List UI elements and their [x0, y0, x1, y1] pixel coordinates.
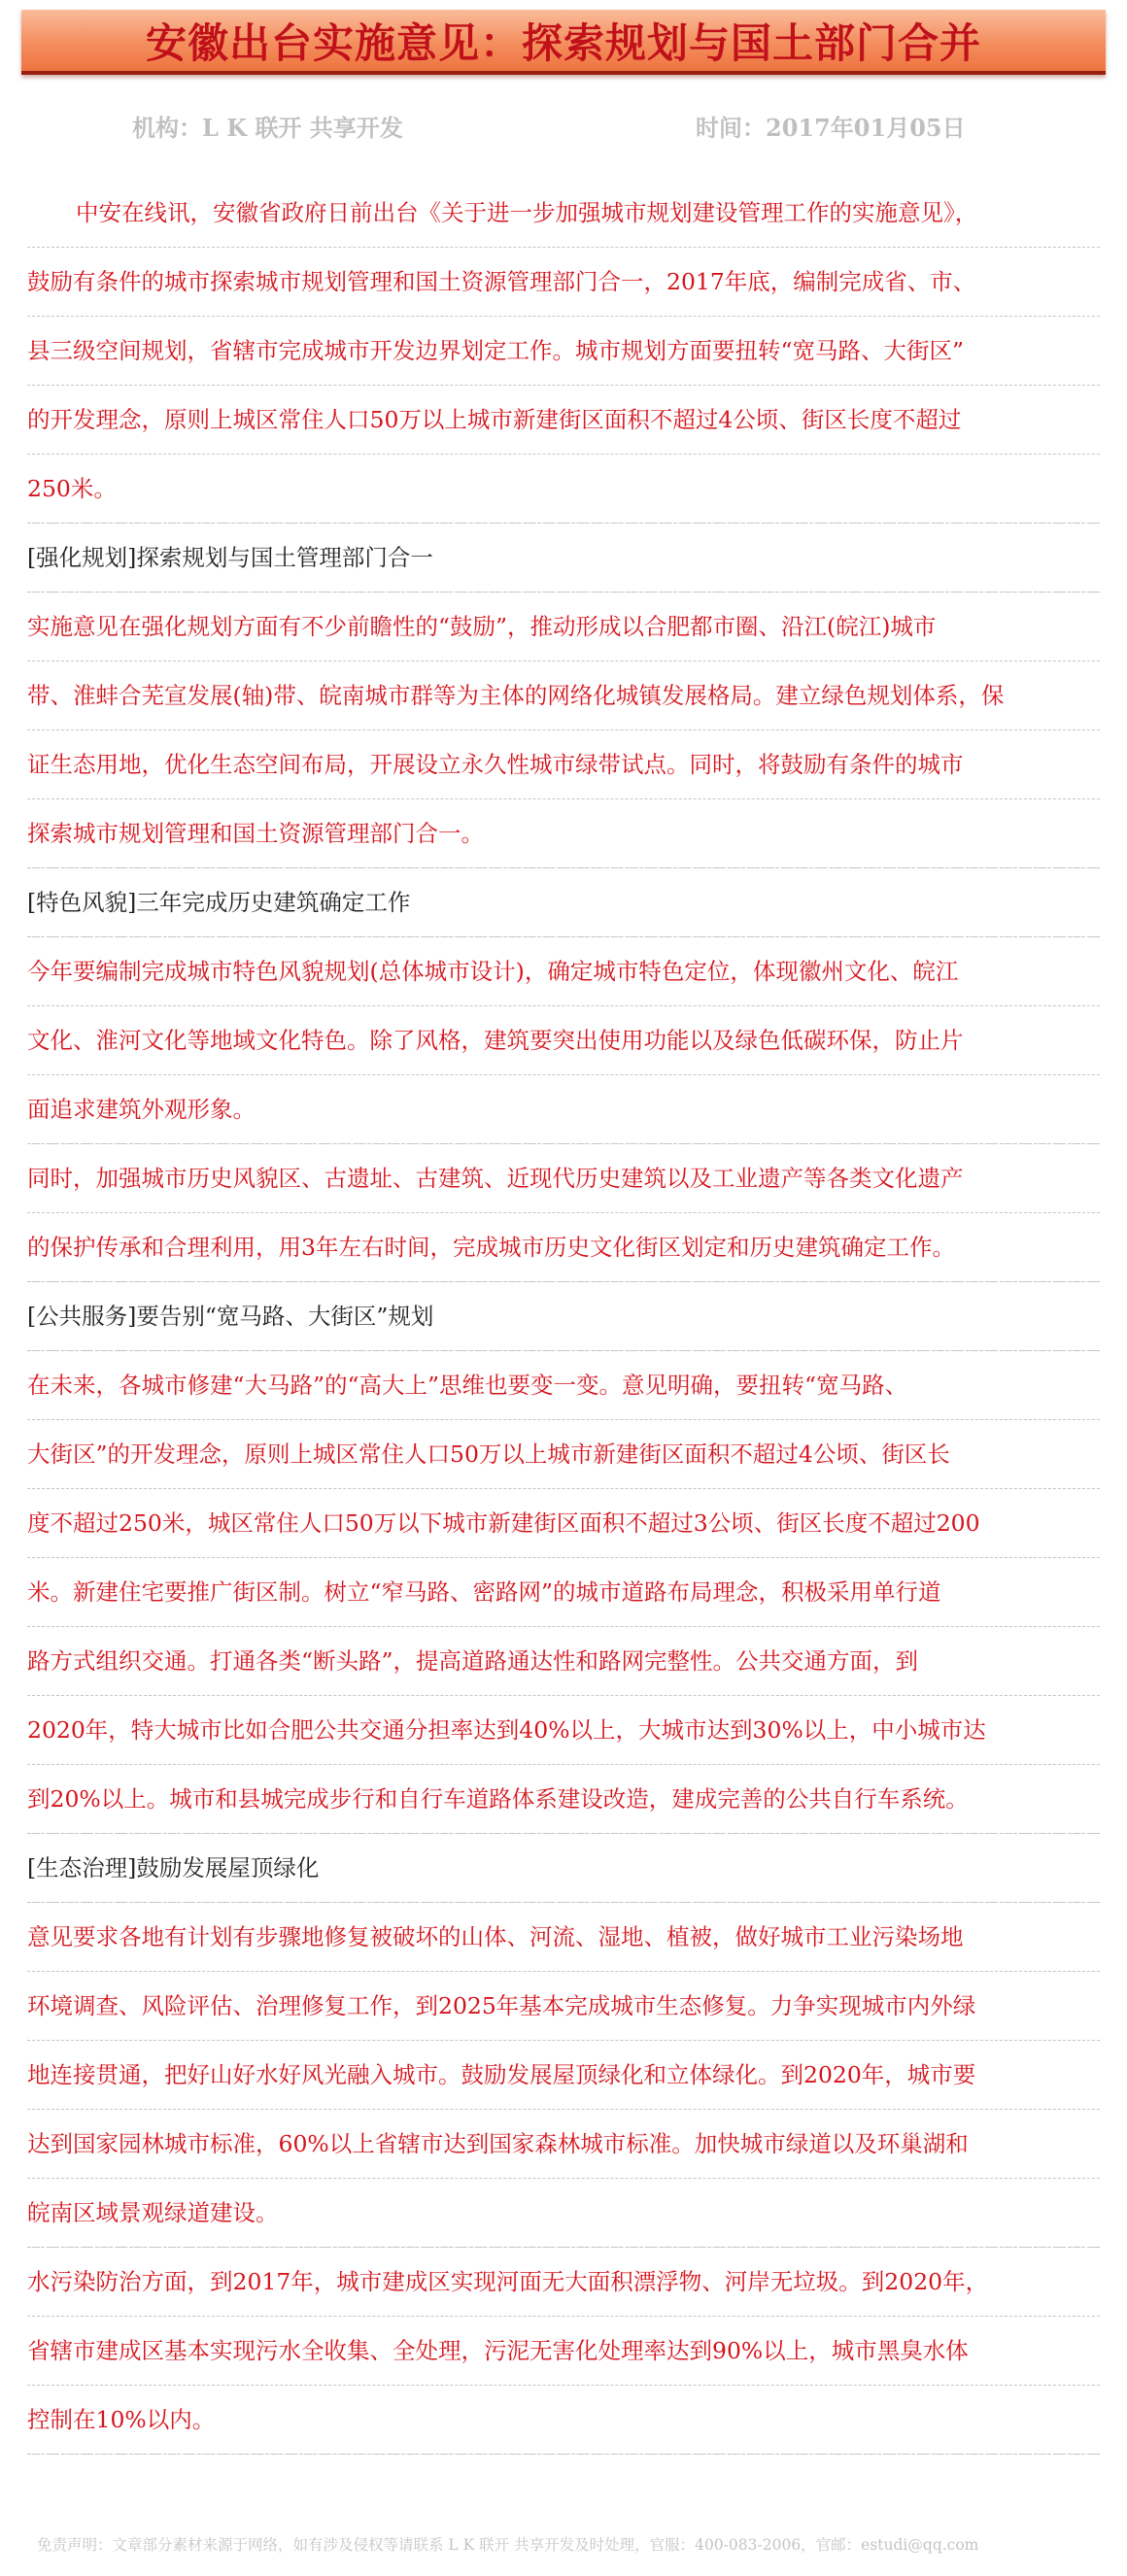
paragraph-line: 今年要编制完成城市特色风貌规划(总体城市设计)，确定城市特色定位，体现徽州文化、皖江	[27, 937, 1100, 1006]
paragraph-line: 省辖市建成区基本实现污水全收集、全处理，污泥无害化处理率达到90%以上，城市黑臭水体	[27, 2317, 1100, 2386]
paragraph-style	[27, 937, 1100, 1144]
paragraph-line: 文化、淮河文化等地域文化特色。除了风格，建筑要突出使用功能以及绿色低碳环保，防止片	[27, 1006, 1100, 1075]
paragraph-line: 在未来，各城市修建“大马路”的“高大上”思维也要变一变。意见明确，要扭转“宽马路、	[27, 1351, 1100, 1420]
paragraph-line: 250米。	[27, 455, 1100, 524]
paragraph-line: 米。新建住宅要推广街区制。树立“窄马路、密路网”的城市道路布局理念，积极采用单行道	[27, 1558, 1100, 1627]
section-heading-text: [特色风貌]三年完成历史建筑确定工作	[27, 868, 1100, 937]
paragraph-intro	[27, 179, 1100, 524]
paragraph-line: 面追求建筑外观形象。	[27, 1075, 1100, 1144]
section-heading-style	[27, 868, 1100, 937]
paragraph-line: 证生态用地，优化生态空间布局，开展设立永久性城市绿带试点。同时，将鼓励有条件的城市	[27, 730, 1100, 799]
paragraph-line: 县三级空间规划，省辖市完成城市开发边界划定工作。城市规划方面要扭转“宽马路、大街区”	[27, 317, 1100, 386]
paragraph-line: 实施意见在强化规划方面有不少前瞻性的“鼓励”，推动形成以合肥都市圈、沿江(皖江)城市	[27, 593, 1100, 661]
paragraph-line: 的开发理念，原则上城区常住人口50万以上城市新建街区面积不超过4公顷、街区长度不超过	[27, 386, 1100, 455]
section-heading-ecology	[27, 1834, 1100, 1903]
paragraph-line: 意见要求各地有计划有步骤地修复被破坏的山体、河流、湿地、植被，做好城市工业污染场地	[27, 1903, 1100, 1972]
paragraph-line: 到20%以上。城市和县城完成步行和自行车道路体系建设改造，建成完善的公共自行车系统。	[27, 1765, 1100, 1834]
paragraph-line: 达到国家园林城市标准，60%以上省辖市达到国家森林城市标准。加快城市绿道以及环巢湖和	[27, 2110, 1100, 2179]
paragraph-line: 皖南区域景观绿道建设。	[27, 2179, 1100, 2248]
paragraph-line: 的保护传承和合理利用，用3年左右时间，完成城市历史文化街区划定和历史建筑确定工作。	[27, 1213, 1100, 1282]
paragraph-water	[27, 2248, 1100, 2455]
org-label: 机构：L K 联开 共享开发	[132, 114, 403, 142]
paragraph-line: 大街区”的开发理念，原则上城区常住人口50万以上城市新建街区面积不超过4公顷、街区长	[27, 1420, 1100, 1489]
paragraph-public-service	[27, 1351, 1100, 1834]
paragraph-line: 带、淮蚌合芜宣发展(轴)带、皖南城市群等为主体的网络化城镇发展格局。建立绿色规划体系，保	[27, 661, 1100, 730]
article-body	[27, 179, 1100, 2455]
section-heading-text: [生态治理]鼓励发展屋顶绿化	[27, 1834, 1100, 1903]
section-heading-text: [公共服务]要告别“宽马路、大街区”规划	[27, 1282, 1100, 1351]
paragraph-line: 同时，加强城市历史风貌区、古遗址、古建筑、近现代历史建筑以及工业遗产等各类文化遗产	[27, 1144, 1100, 1213]
section-heading-planning	[27, 524, 1100, 593]
paragraph-heritage	[27, 1144, 1100, 1282]
paragraph-planning	[27, 593, 1100, 868]
paragraph-ecology	[27, 1903, 1100, 2248]
footer-disclaimer: 免责声明：文章部分素材来源于网络，如有涉及侵权等请联系 L K 联开 共享开发及时处理，官服：400-083-2006，官邮：estudi@qq.com	[37, 2536, 979, 2554]
paragraph-line: 水污染防治方面，到2017年，城市建成区实现河面无大面积漂浮物、河岸无垃圾。到2020年，	[27, 2248, 1100, 2317]
publish-time: 时间：2017年01月05日	[696, 114, 966, 142]
section-heading-text: [强化规划]探索规划与国土管理部门合一	[27, 524, 1100, 593]
paragraph-line: 路方式组织交通。打通各类“断头路”，提高道路通达性和路网完整性。公共交通方面，到	[27, 1627, 1100, 1696]
title-banner	[21, 10, 1106, 75]
paragraph-line: 2020年，特大城市比如合肥公共交通分担率达到40%以上，大城市达到30%以上，中小城市达	[27, 1696, 1100, 1765]
paragraph-line: 探索城市规划管理和国土资源管理部门合一。	[27, 799, 1100, 868]
paragraph-line: 中安在线讯，安徽省政府日前出台《关于进一步加强城市规划建设管理工作的实施意见》，	[27, 179, 1100, 248]
paragraph-line: 控制在10%以内。	[27, 2386, 1100, 2455]
paragraph-line: 鼓励有条件的城市探索城市规划管理和国土资源管理部门合一，2017年底，编制完成省、市、	[27, 248, 1100, 317]
paragraph-line: 地连接贯通，把好山好水好风光融入城市。鼓励发展屋顶绿化和立体绿化。到2020年，城市要	[27, 2041, 1100, 2110]
section-heading-public-service	[27, 1282, 1100, 1351]
paragraph-line: 环境调查、风险评估、治理修复工作，到2025年基本完成城市生态修复。力争实现城市内外绿	[27, 1972, 1100, 2041]
article-title: 安徽出台实施意见：探索规划与国土部门合并	[145, 18, 981, 67]
paragraph-line: 度不超过250米，城区常住人口50万以下城市新建街区面积不超过3公顷、街区长度不超过200	[27, 1489, 1100, 1558]
